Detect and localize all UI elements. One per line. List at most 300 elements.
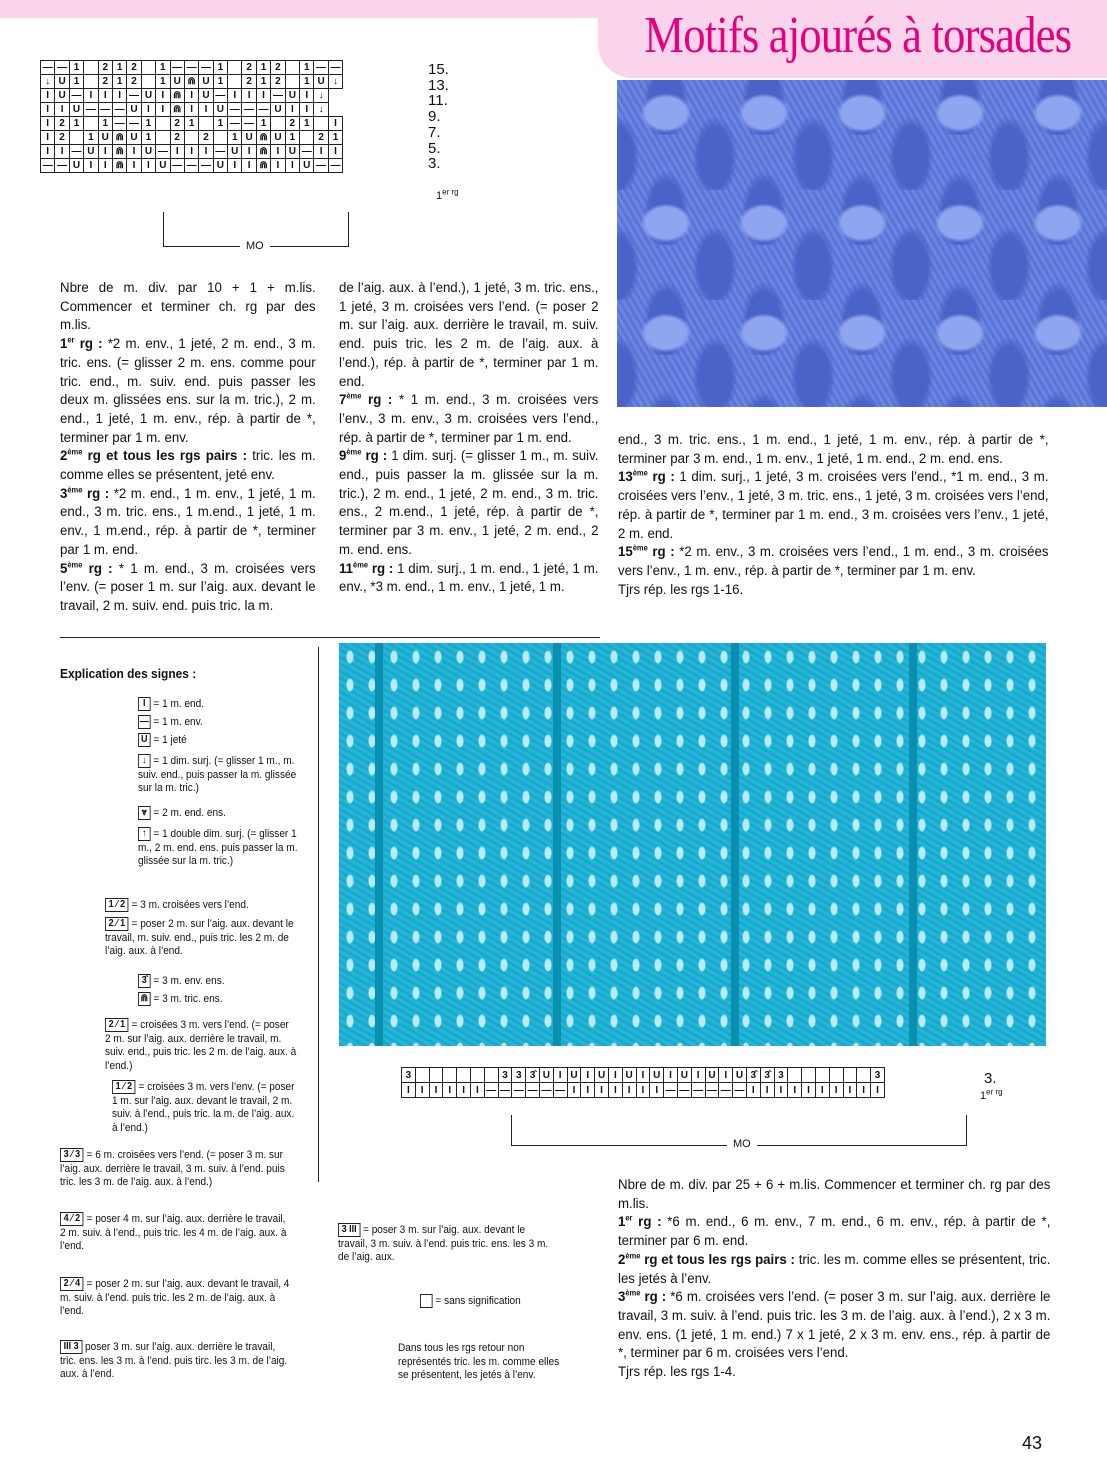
chart-cell: ↓ xyxy=(41,75,55,89)
chart-cell: I xyxy=(581,1083,595,1098)
chart1-row-number: 5. xyxy=(428,139,441,157)
legend-extra-1: 3 III = poser 3 m. sur l’aig. aux. devant le travail, 3 m. suiv. à l’end. puis tric. ens. les 3 m. de l’aig. aux. xyxy=(338,1223,549,1264)
chart-cell: I xyxy=(170,145,184,159)
chart-cell: U xyxy=(69,159,83,173)
chart-cell: U xyxy=(199,89,213,103)
chart-cell: I xyxy=(228,89,242,103)
legend-symbol: III 3 xyxy=(60,1340,82,1354)
legend-item xyxy=(138,715,300,730)
chart-cell: I xyxy=(457,1083,471,1098)
instructions-col-4: Nbre de m. div. par 25 + 6 + m.lis. Commencer et terminer ch. rg par des m.lis. 1er rg : *6 m. end., 6 m. env., 7 m. end., 6 m. env., rép. à partir de *, terminer par 6 m. end. 2ème rg et tous les rgs pairs : tric. les m. comme elles se présentent, tric. les jetés à l’env. 3ème rg : *6 m. croisées vers l’end. (= poser 3 m. sur l’aig. aux. derrière le travail, 3 m. suiv. à l’end. puis tric. les 3 m. de l’aig. aux. à l’end.), 2 x 3 m. env. ens. (1 jeté, 1 m. end.) 7 x 1 jeté, 2 x 3 m. env. ens., rép. à partir de *, terminer par 6 m. croisées vers l’end. Tjrs rép. les rgs 1-4. xyxy=(618,1176,1051,1380)
legend-text: = 3 m. tric. ens. xyxy=(150,992,223,1005)
chart-cell: I xyxy=(271,159,285,173)
chart-cell: I xyxy=(285,159,299,173)
chart-cell: I xyxy=(98,145,112,159)
chart-cell: I xyxy=(184,103,198,117)
chart-cell: I xyxy=(184,145,198,159)
page-number: 43 xyxy=(1022,1433,1043,1453)
chart-cell: I xyxy=(112,89,126,103)
legend-symbol: 3 ⁄ 3 xyxy=(60,1148,84,1162)
chart-cell: I xyxy=(650,1083,664,1098)
legend-text: = poser 2 m. sur l’aig. aux. devant le travail, 4 m. suiv. à l’end. puis tric. les 2 m. de l’aig. aux. à l’end. xyxy=(60,1277,290,1318)
legend-item xyxy=(105,898,297,913)
legend-item xyxy=(60,1212,292,1254)
chart-cell xyxy=(156,117,170,131)
chart-cell: U xyxy=(156,159,170,173)
chart-cell xyxy=(228,75,242,89)
chart-cell xyxy=(285,61,299,75)
chart-cell: — xyxy=(314,61,328,75)
legend-text: = 1 m. end. xyxy=(150,697,205,710)
chart-cell: — xyxy=(112,103,126,117)
chart-cell: 3 xyxy=(512,1068,526,1083)
chart-cell: ⋒ xyxy=(112,159,126,173)
chart-cell: 2 xyxy=(242,75,256,89)
legend-text: = 1 jeté xyxy=(150,733,187,746)
chart-cell: U xyxy=(705,1068,719,1083)
chart-cell: I xyxy=(41,131,55,145)
legend-item xyxy=(60,1148,292,1190)
chart-cell: U xyxy=(285,145,299,159)
chart-cell: U xyxy=(733,1068,747,1083)
chart-cell: 1 xyxy=(141,131,155,145)
chart-cell: U xyxy=(141,145,155,159)
chart-cell xyxy=(228,61,242,75)
chart-cell: U xyxy=(141,89,155,103)
chart-cell: — xyxy=(184,61,198,75)
chart-cell: 1 xyxy=(256,117,270,131)
chart-cell: U xyxy=(567,1068,581,1083)
chart-cell xyxy=(156,131,170,145)
chart-cell: I xyxy=(871,1083,885,1098)
chart-cell: I xyxy=(300,89,314,103)
chart-cell: — xyxy=(706,1084,717,1096)
chart-cell: ↓ xyxy=(328,75,342,89)
chart-cell: — xyxy=(734,1084,745,1096)
chart-cell: 1 xyxy=(256,75,270,89)
stitch-chart-1 xyxy=(40,60,343,173)
chart-cell xyxy=(271,117,285,131)
chart-row xyxy=(402,1083,885,1098)
chart-cell: ⋒ xyxy=(112,131,126,145)
chart-cell: — xyxy=(693,1084,704,1096)
chart-cell: ⋒ xyxy=(170,89,184,103)
chart-cell: 2 xyxy=(55,117,69,131)
chart-cell: I xyxy=(857,1083,871,1098)
chart-cell: ⋒ xyxy=(170,103,184,117)
legend-item xyxy=(138,754,300,796)
chart-cell: I xyxy=(41,117,55,131)
chart-cell: I xyxy=(402,1083,416,1098)
chart-cell xyxy=(199,117,213,131)
chart-cell: U xyxy=(199,75,213,89)
chart-cell: I xyxy=(98,159,112,173)
chart-cell: 1 xyxy=(156,75,170,89)
legend-note: Dans tous les rgs retour non représentés tric. les m. comme elles se présentent, les jetés à l’env. xyxy=(398,1342,560,1382)
chart-cell: I xyxy=(184,89,198,103)
chart-cell: U xyxy=(127,103,141,117)
chart-cell: I xyxy=(746,1083,760,1098)
chart-cell: — xyxy=(156,145,170,159)
chart-cell: U xyxy=(228,145,242,159)
chart1-row-numbers xyxy=(428,62,468,172)
chart-cell: U xyxy=(271,103,285,117)
chart-cell: 1 xyxy=(300,117,314,131)
chart-cell: I xyxy=(141,103,155,117)
legend-symbol: — xyxy=(139,716,149,727)
legend-symbol: ⩔ xyxy=(138,806,151,820)
swatch-photo-blue xyxy=(617,80,1107,407)
chart1-row-number: 11. xyxy=(428,92,448,110)
legend-text: = croisées 3 m. vers l’env. (= poser 1 m. sur l’aig. aux. devant le travail, 2 m. suiv. à l’end., puis tric. la m. de l’aig. aux. à l’end.) xyxy=(112,1080,295,1135)
chart-row xyxy=(41,131,343,145)
chart-cell: ↓ xyxy=(314,89,328,103)
chart1-row-number: 3. xyxy=(428,155,441,173)
chart-cell: I xyxy=(567,1083,581,1098)
instructions-col-3: end., 3 m. tric. ens., 1 m. end., 1 jeté, 1 m. env., rép. à partir de *, terminer par 3 m. end., 1 m. env., 1 jeté, 1 m. end., 2 m. end. ens. 13ème rg : 1 dim. surj., 1 jeté, 3 m. croisées vers l’end., *1 m. end., 3 m. croisées vers l’env., 1 jeté, 3 m. tric. ens., 1 jeté, 3 m. croisées vers l’end, rép. à partir de *, terminer par 1 m. end., 3 m. croisées vers l’env., 1 jeté, 2 m. end. 15ème rg : *2 m. env., 3 m. croisées vers l’end., 1 m. end., 3 m. croisées vers l’env., 1 m. env., rép. à partir de *, terminer par 1 m. env. Tjrs rép. les rgs 1-16. xyxy=(618,431,1049,597)
chart-cell: 3 xyxy=(498,1068,512,1083)
chart-cell: I xyxy=(55,145,69,159)
chart-cell: 1 xyxy=(184,117,198,131)
chart-cell: I xyxy=(156,103,170,117)
chart-cell: U xyxy=(242,131,256,145)
chart-cell: 2 xyxy=(199,131,213,145)
chart-cell: 1 xyxy=(69,117,83,131)
chart-cell: — xyxy=(69,145,83,159)
chart-cell: I xyxy=(141,159,155,173)
chart-cell: 1 xyxy=(256,61,270,75)
chart-cell: I xyxy=(199,103,213,117)
chart2-first-row-label: $1^{er rg}$ xyxy=(980,1087,1003,1102)
legend-symbol: 1 ⁄ 2 xyxy=(105,898,129,912)
chart-cell: 3 xyxy=(402,1068,416,1083)
chart-cell: U xyxy=(55,75,69,89)
chart-cell: — xyxy=(527,1084,538,1096)
chart-cell: U xyxy=(84,145,98,159)
chart-cell: I xyxy=(788,1083,802,1098)
chart-cell: 1 xyxy=(300,61,314,75)
chart-cell xyxy=(213,131,227,145)
chart-cell: 1 xyxy=(69,75,83,89)
chart-cell: 2 xyxy=(98,75,112,89)
legend-text: = 3 m. env. ens. xyxy=(150,974,225,987)
stitch-chart-2 xyxy=(401,1067,885,1098)
chart-cell: 2 xyxy=(127,75,141,89)
chart-cell: — xyxy=(242,117,256,131)
chart-cell: 1 xyxy=(228,131,242,145)
chart-cell: 3̂ xyxy=(526,1068,540,1083)
legend-text: = poser 4 m. sur l’aig. aux. derrière le travail, 2 m. suiv. à l’end., puis tric. les 4 m. de l’aig. aux. à l’end. xyxy=(60,1212,287,1253)
chart-cell: I xyxy=(719,1068,733,1083)
chart-cell: 2 xyxy=(170,131,184,145)
chart-cell xyxy=(470,1068,484,1083)
chart-cell: I xyxy=(199,145,213,159)
chart-cell: U xyxy=(127,131,141,145)
legend-text: = croisées 3 m. vers l’end. (= poser 2 m. sur l’aig. aux. derrière le travail, m. suiv. end., puis tric. les 2 m. de l’aig. aux. à l’end.) xyxy=(105,1018,297,1073)
chart1-row-number: 7. xyxy=(428,123,441,141)
chart-cell: 2 xyxy=(127,61,141,75)
chart-cell xyxy=(802,1068,816,1083)
chart-row xyxy=(41,89,343,103)
chart-cell: 2 xyxy=(285,117,299,131)
legend-text: = 3 m. croisées vers l’end. xyxy=(128,898,249,911)
chart-cell xyxy=(69,131,83,145)
chart-cell: 3̂ xyxy=(746,1068,760,1083)
chart2-row-number: 3. xyxy=(984,1070,997,1087)
chart-cell xyxy=(285,75,299,89)
chart-cell: 2 xyxy=(271,61,285,75)
chart-cell: — xyxy=(541,1084,552,1096)
chart-cell: 1 xyxy=(98,117,112,131)
chart-cell: I xyxy=(636,1083,650,1098)
chart-cell xyxy=(84,117,98,131)
chart-cell xyxy=(857,1068,871,1083)
chart-cell: — xyxy=(228,117,242,131)
legend-item xyxy=(60,1277,292,1319)
chart-cell: — xyxy=(271,89,285,103)
chart-cell: I xyxy=(636,1068,650,1083)
legend-item xyxy=(138,974,300,989)
chart-cell: — xyxy=(228,103,242,117)
legend-symbol: ↑ xyxy=(138,827,151,841)
legend-item xyxy=(60,1340,292,1382)
chart-cell: 2 xyxy=(242,61,256,75)
chart-cell: — xyxy=(314,159,328,173)
chart-cell: U xyxy=(539,1068,553,1083)
chart-cell: I xyxy=(242,159,256,173)
chart-cell xyxy=(141,75,155,89)
chart-cell: — xyxy=(679,1084,690,1096)
chart-cell: I xyxy=(328,117,342,131)
chart-cell: 2 xyxy=(55,131,69,145)
chart-cell: 1 xyxy=(112,61,126,75)
chart-cell: I xyxy=(84,89,98,103)
chart-cell: — xyxy=(170,61,184,75)
chart-cell: — xyxy=(513,1084,524,1096)
chart-cell: 1 xyxy=(213,75,227,89)
chart-row xyxy=(41,61,343,75)
chart-cell: 1 xyxy=(285,131,299,145)
chart1-row-number: 15. xyxy=(428,61,449,78)
chart-cell: 1 xyxy=(156,61,170,75)
legend-symbol: U xyxy=(138,733,151,747)
legend-item xyxy=(138,697,300,712)
chart-cell: I xyxy=(802,1083,816,1098)
chart-cell: — xyxy=(127,89,141,103)
chart-cell xyxy=(443,1068,457,1083)
chart-cell: — xyxy=(199,61,213,75)
chart-cell: I xyxy=(470,1083,484,1098)
legend-title: Explication des signes : xyxy=(60,666,197,681)
legend-text: = 1 dim. surj. (= glisser 1 m., m. suiv. end., puis passer la m. glissée sur la m. tric.) xyxy=(138,754,297,795)
chart-cell: I xyxy=(41,89,55,103)
chart-cell xyxy=(815,1068,829,1083)
chart-cell: U xyxy=(650,1068,664,1083)
chart1-base-label: MO xyxy=(240,240,270,252)
chart-cell xyxy=(457,1068,471,1083)
legend-text: = poser 2 m. sur l’aig. aux. devant le travail, m. suiv. end., puis tric. les 2 m. de l’aig. aux. à l’end. xyxy=(105,917,294,958)
chart-cell: I xyxy=(242,145,256,159)
chart-row xyxy=(41,117,343,131)
page-title: Motifs ajourés à torsades xyxy=(644,7,1072,64)
chart-cell: U xyxy=(622,1068,636,1083)
chart-cell: U xyxy=(69,103,83,117)
chart-cell: I xyxy=(608,1083,622,1098)
chart-cell: — xyxy=(328,159,342,173)
chart-cell: I xyxy=(98,89,112,103)
chart-cell: I xyxy=(271,145,285,159)
swatch-photo-turquoise xyxy=(339,643,1046,1046)
chart-cell: — xyxy=(41,159,55,173)
chart-cell: I xyxy=(242,89,256,103)
chart-cell: U xyxy=(595,1068,609,1083)
chart-cell: — xyxy=(242,103,256,117)
legend-text: = 2 m. end. ens. xyxy=(150,806,226,819)
chart-cell: — xyxy=(170,159,184,173)
legend-text: = 1 double dim. surj. (= glisser 1 m., 2 m. end. ens. puis passer la m. glissée sur la m. tric.) xyxy=(138,827,298,868)
chart-cell: I xyxy=(760,1083,774,1098)
chart-cell: 2 xyxy=(271,75,285,89)
chart-cell: ⋒ xyxy=(256,159,270,173)
chart-cell: I xyxy=(581,1068,595,1083)
chart-cell: — xyxy=(55,159,69,173)
chart-cell: 1 xyxy=(84,131,98,145)
chart-cell: I xyxy=(415,1083,429,1098)
chart-cell: — xyxy=(127,117,141,131)
chart-cell: I xyxy=(55,103,69,117)
chart1-first-row-label: $1^{er rg}$ xyxy=(436,187,459,202)
chart-cell: — xyxy=(213,89,227,103)
chart-cell: — xyxy=(720,1084,731,1096)
chart-cell: I xyxy=(328,145,342,159)
chart-cell: I xyxy=(622,1083,636,1098)
chart-cell xyxy=(415,1068,429,1083)
section-divider xyxy=(60,637,600,638)
chart-cell: — xyxy=(328,61,342,75)
chart-cell: — xyxy=(256,103,270,117)
legend-symbol: 2 ⁄ 1 xyxy=(105,1018,129,1032)
legend-item xyxy=(105,1018,297,1074)
chart-cell: ⋒ xyxy=(256,131,270,145)
instructions-col-1: Nbre de m. div. par 10 + 1 + m.lis. Commencer et terminer ch. rg par des m.lis. 1er rg : *2 m. env., 1 jeté, 2 m. end., 3 m. tric. ens. (= glisser 2 m. ens. comme pour tric. end., m. suiv. end. puis passer les deux m. glissées ens. sur la m. tric.), 2 m. end., 1 jeté, 1 m. env., rép. à partir de *, terminer par 1 m. env. 2ème rg et tous les rgs pairs : tric. les m. comme elles se présentent, jeté env. 3ème rg : *2 m. end., 1 m. env., 1 jeté, 1 m. end., 3 m. tric. ens., 1 m.end., 1 jeté, 1 m. env., 1 m.end., rép. à partir de *, terminer par 1 m. end. 5ème rg : * 1 m. end., 3 m. croisées vers l’env. (= poser 1 m. sur l’aig. aux. devant le travail, 2 m. suiv. end. puis tric. la m. xyxy=(60,279,316,613)
chart-cell: 1 xyxy=(328,131,342,145)
legend-text: = 6 m. croisées vers l’end. (= poser 3 m. sur l’aig. aux. derrière le travail, 3 m. suiv. à l’end. puis tric. les 3 m. de l’aig. aux. à l’end.) xyxy=(60,1148,285,1189)
chart-cell: I xyxy=(443,1083,457,1098)
legend-symbol: 2 ⁄ 1 xyxy=(105,917,129,931)
chart-cell: I xyxy=(595,1083,609,1098)
chart-cell: I xyxy=(300,103,314,117)
legend-symbol: ↓ xyxy=(138,754,151,768)
chart-cell: I xyxy=(843,1083,857,1098)
chart-cell: 1 xyxy=(213,61,227,75)
chart1-row-number: 13. xyxy=(428,76,449,94)
chart-cell: U xyxy=(300,159,314,173)
chart-cell xyxy=(84,75,98,89)
chart-cell: 3̂ xyxy=(760,1068,774,1083)
legend-extra-2: = sans signification xyxy=(420,1294,582,1309)
chart-cell: ⋒ xyxy=(256,145,270,159)
chart-cell xyxy=(829,1068,843,1083)
chart-cell: I xyxy=(553,1068,567,1083)
chart-cell xyxy=(314,117,328,131)
chart-cell: 3 xyxy=(871,1068,885,1083)
chart-cell: U xyxy=(55,89,69,103)
chart-cell: U xyxy=(213,103,227,117)
chart-cell: I xyxy=(127,159,141,173)
legend-symbol: I xyxy=(138,697,151,711)
chart-cell: ⋒ xyxy=(184,75,198,89)
chart-cell: 1 xyxy=(213,117,227,131)
chart-cell: 3 xyxy=(774,1068,788,1083)
chart-cell: — xyxy=(665,1084,676,1096)
legend-item xyxy=(138,827,300,869)
chart-cell: I xyxy=(41,145,55,159)
chart-row xyxy=(41,159,343,173)
legend-symbol: 2 ⁄ 4 xyxy=(60,1277,84,1291)
chart-cell: — xyxy=(499,1084,510,1096)
chart-cell: I xyxy=(314,145,328,159)
chart-cell: — xyxy=(300,145,314,159)
chart-cell: — xyxy=(55,61,69,75)
legend-item xyxy=(138,992,300,1007)
chart-cell: I xyxy=(84,159,98,173)
chart-cell: U xyxy=(285,89,299,103)
chart-cell: I xyxy=(691,1068,705,1083)
chart-cell: 1 xyxy=(112,75,126,89)
legend-item xyxy=(138,806,300,821)
chart-cell: U xyxy=(677,1068,691,1083)
chart-cell: 1 xyxy=(300,75,314,89)
chart-cell xyxy=(429,1068,443,1083)
chart-cell: I xyxy=(41,103,55,117)
legend-text: = 1 m. env. xyxy=(150,715,203,728)
chart-row xyxy=(41,145,343,159)
chart-cell: I xyxy=(664,1068,678,1083)
chart-cell: — xyxy=(84,103,98,117)
legend-text: poser 3 m. sur l’aig. aux. derrière le travail, tric. ens. les 3 m. à l’end. puis tirc. les 3 m. de l’aig. aux. à l’end. xyxy=(60,1340,288,1381)
chart-cell: 2 xyxy=(98,61,112,75)
chart-cell: — xyxy=(69,89,83,103)
chart-row xyxy=(41,103,343,117)
chart-cell xyxy=(484,1068,498,1083)
chart-cell: 1 xyxy=(69,61,83,75)
chart-cell: I xyxy=(285,103,299,117)
chart-cell: — xyxy=(41,61,55,75)
chart-cell: I xyxy=(815,1083,829,1098)
chart-row xyxy=(41,75,343,89)
chart-cell: ↓ xyxy=(314,103,328,117)
chart-cell xyxy=(141,61,155,75)
chart-cell: I xyxy=(774,1083,788,1098)
chart-cell: U xyxy=(271,131,285,145)
legend-symbol: 3̂ xyxy=(138,974,151,988)
chart-cell: I xyxy=(256,89,270,103)
legend-divider xyxy=(318,647,319,1182)
instructions-col-2: de l’aig. aux. à l’end.), 1 jeté, 3 m. tric. ens., 1 jeté, 3 m. croisées vers l’end. (= poser 2 m. sur l’aig. aux. derrière le travail, m. suiv. end. puis tric. les 2 m. de l’aig. aux. à l’end.), rép. à partir de *, terminer par 1 m. end. 7ème rg : * 1 m. end., 3 m. croisées vers l’env., 3 m. env., 3 m. croisées vers l’end., rép. à partir de *, terminer par 1 m. end. 9ème rg : 1 dim. surj. (= glisser 1 m., m. suiv. end., puis passer la m. glissée sur la m. tric.), 2 m. end., 1 jeté, 2 m. end., 3 m. tric. ens., 2 m.end., 1 jeté, rép. à partir de *, terminer par 3 m. env., 1 jeté, 2 m. end., 2 m. end. ens. 11ème rg : 1 dim. surj., 1 m. end., 1 jeté, 1 m. env., *3 m. end., 1 m. env., 1 jeté, 1 m. xyxy=(339,279,599,595)
chart-cell: 2 xyxy=(170,117,184,131)
legend-item xyxy=(112,1080,297,1136)
chart-cell: — xyxy=(486,1084,497,1096)
legend-symbol: 1 ⁄ 2 xyxy=(112,1080,136,1094)
legend-item xyxy=(105,917,297,959)
chart-cell xyxy=(84,61,98,75)
chart1-row-number: 9. xyxy=(428,108,441,126)
chart-cell: 2 xyxy=(314,131,328,145)
chart-row xyxy=(402,1068,885,1083)
chart-cell: U xyxy=(170,75,184,89)
chart-cell: 1 xyxy=(141,117,155,131)
chart-cell: — xyxy=(184,159,198,173)
